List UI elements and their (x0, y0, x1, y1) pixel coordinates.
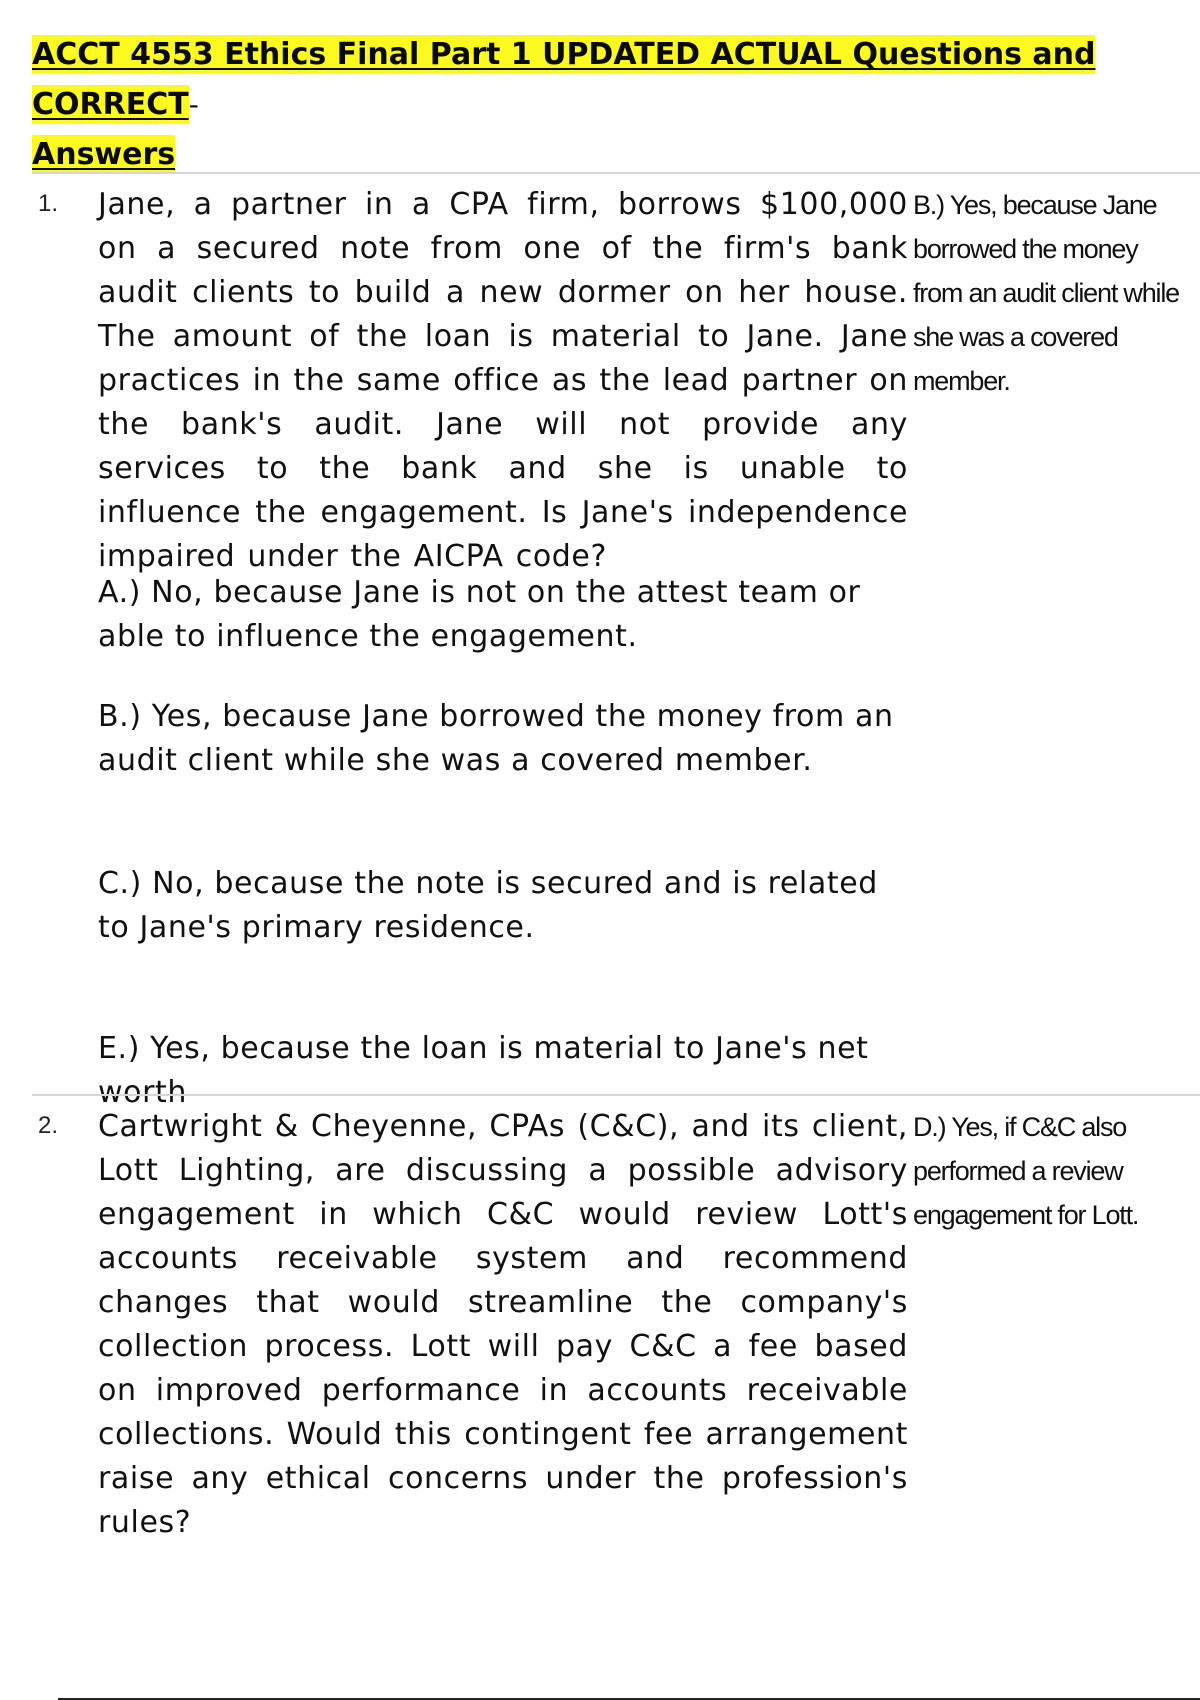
answer-option-a: A.) No, because Jane is not on the attest team or able to influence the engagement. (98, 575, 861, 654)
divider (32, 1094, 1200, 1096)
answer-option-e: E.) Yes, because the loan is material to Jane's net worth (98, 1031, 869, 1110)
answer-option-c: C.) No, because the note is secured and is related to Jane's primary residence. (98, 866, 878, 945)
title-line-1: ACCT 4553 Ethics Final Part 1 UPDATED ACTUAL Questions and CORRECT (32, 37, 1096, 122)
divider (32, 172, 1200, 174)
document-title (32, 30, 1142, 180)
answer-option-b: B.) Yes, because Jane borrowed the money from an audit client while she was a covered member. (98, 699, 894, 778)
question-number: 2. (38, 1112, 59, 1139)
correct-answer: D.) Yes, if C&C also performed a review engagement for Lott. (913, 1112, 1139, 1230)
question-number: 1. (38, 190, 59, 217)
question-text: Cartwright & Cheyenne, CPAs (C&C), and its client, Lott Lighting, are discussing a possible advisory engagement in which C&C would review Lott's accounts receivable system and recommend changes that would streamline the company's collection process. Lott will pay C&C a fee based on improved performance in accounts receivable collections. Would this contingent fee arrangement raise any ethical concerns under the profession's rules? (98, 1109, 908, 1540)
question-text: Jane, a partner in a CPA firm, borrows $100,000 on a secured note from one of the firm's bank audit clients to build a new dormer on her house. The amount of the loan is material to Jane. Jane practices in the same office as the lead partner on the bank's audit. Jane will not provide any services to the bank and she is unable to influence the engagement. Is Jane's independence impaired under the AICPA code? (98, 187, 908, 574)
correct-answer: B.) Yes, because Jane borrowed the money from an audit client while she was a covered member. (913, 190, 1179, 396)
title-line-2: Answers (32, 137, 176, 172)
title-dash: - (188, 88, 199, 121)
